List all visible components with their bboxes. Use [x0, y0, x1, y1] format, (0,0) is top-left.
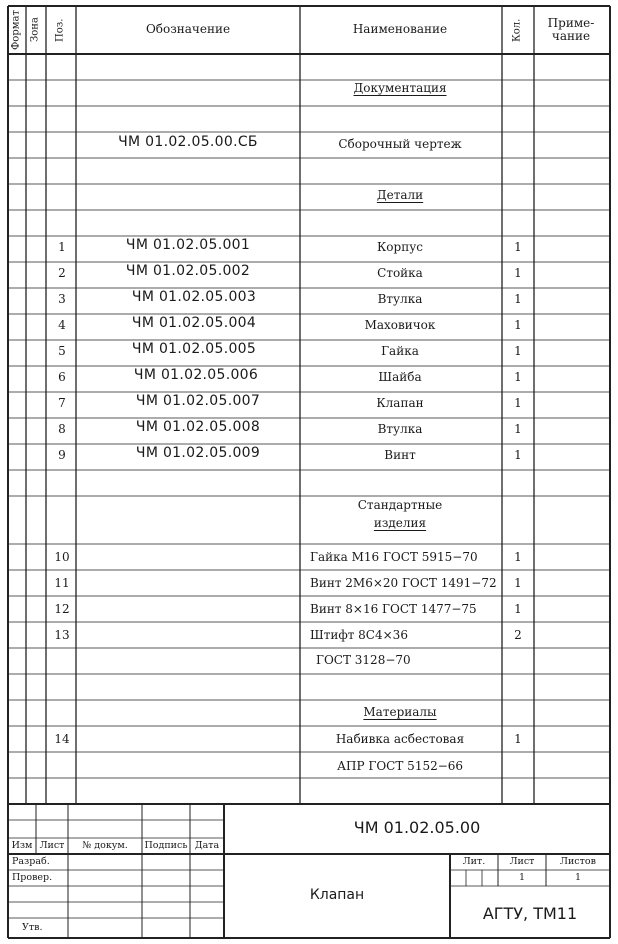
detail-qty: 1 — [514, 396, 522, 411]
detail-name: Втулка — [377, 422, 423, 437]
standard-item-pos: 10 — [54, 550, 70, 565]
detail-pos: 6 — [58, 370, 66, 385]
detail-designation: ЧМ 01.02.05.008 — [135, 419, 261, 436]
standard-item-qty: 1 — [514, 550, 522, 565]
header-pos: Поз. — [54, 18, 66, 42]
standard-item-pos: 11 — [54, 576, 70, 591]
detail-designation: ЧМ 01.02.05.001 — [125, 237, 251, 254]
section-standard-2: изделия — [373, 516, 427, 531]
detail-name: Втулка — [377, 292, 423, 307]
header-zone: Зона — [29, 17, 41, 43]
detail-name: Гайка — [381, 344, 419, 359]
material-qty: 1 — [514, 732, 522, 747]
standard-item-13-cont: ГОСТ 3128−70 — [316, 653, 411, 668]
standard-item-pos: 12 — [54, 602, 70, 617]
assembly-drawing-name: Сборочный чертеж — [338, 137, 462, 152]
standard-item-name: Гайка М16 ГОСТ 5915−70 — [310, 550, 478, 565]
detail-designation: ЧМ 01.02.05.005 — [131, 341, 257, 358]
detail-name: Стойка — [377, 266, 423, 281]
title-block-sheet: Лист — [509, 855, 535, 867]
detail-pos: 5 — [58, 344, 66, 359]
detail-pos: 3 — [58, 292, 66, 307]
detail-qty: 1 — [514, 292, 522, 307]
title-block-checked: Провер. — [12, 871, 53, 883]
title-block-sheets: Листов — [560, 855, 596, 867]
detail-qty: 1 — [514, 318, 522, 333]
detail-pos: 1 — [58, 240, 66, 255]
header-format: Формат — [10, 10, 22, 50]
title-block-list: Лист — [39, 839, 65, 851]
detail-name: Маховичок — [364, 318, 436, 333]
detail-pos: 8 — [58, 422, 66, 437]
header-note-text: Приме- чание — [547, 15, 595, 43]
standard-item-pos: 13 — [54, 628, 70, 643]
title-block-date: Дата — [194, 839, 220, 851]
title-block-doc-no: № докум. — [82, 839, 128, 851]
standard-item-qty: 2 — [514, 628, 522, 643]
detail-qty: 1 — [514, 344, 522, 359]
header-note — [533, 6, 609, 54]
standard-item-qty: 1 — [514, 602, 522, 617]
detail-designation: ЧМ 01.02.05.007 — [135, 393, 261, 410]
detail-qty: 1 — [514, 422, 522, 437]
standard-item-name: Штифт 8С4×36 — [310, 628, 408, 643]
detail-name: Шайба — [378, 370, 422, 385]
detail-designation: ЧМ 01.02.05.003 — [131, 289, 257, 306]
header-designation: Обозначение — [145, 22, 231, 37]
detail-qty: 1 — [514, 448, 522, 463]
assembly-drawing-designation: ЧМ 01.02.05.00.СБ — [118, 134, 258, 151]
title-block-sheet-value: 1 — [518, 871, 526, 883]
detail-name: Корпус — [377, 240, 423, 255]
title-block-izm: Изм — [11, 839, 33, 851]
title-block-lit: Лит. — [462, 855, 486, 867]
title-block-organization: АГТУ, ТМ11 — [482, 904, 578, 924]
section-materials: Материалы — [363, 705, 437, 720]
material-pos: 14 — [54, 732, 70, 747]
header-qty: Кол. — [511, 18, 523, 42]
detail-designation: ЧМ 01.02.05.004 — [131, 315, 257, 332]
title-block-product-name: Клапан — [309, 887, 365, 904]
detail-qty: 1 — [514, 266, 522, 281]
standard-item-name: Винт 2М6×20 ГОСТ 1491−72 — [310, 576, 497, 591]
detail-pos: 2 — [58, 266, 66, 281]
title-block-developed: Разраб. — [12, 855, 50, 867]
standard-item-qty: 1 — [514, 576, 522, 591]
material-name: Набивка асбестовая — [335, 732, 465, 747]
title-block-approved: Утв. — [22, 921, 43, 933]
detail-pos: 4 — [58, 318, 66, 333]
section-standard-1: Стандартные — [357, 498, 443, 513]
title-block-sheets-value: 1 — [574, 871, 582, 883]
detail-pos: 9 — [58, 448, 66, 463]
standard-item-name: Винт 8×16 ГОСТ 1477−75 — [310, 602, 477, 617]
detail-pos: 7 — [58, 396, 66, 411]
detail-qty: 1 — [514, 370, 522, 385]
detail-designation: ЧМ 01.02.05.002 — [125, 263, 251, 280]
detail-name: Клапан — [376, 396, 424, 411]
detail-qty: 1 — [514, 240, 522, 255]
section-documentation: Документация — [353, 81, 447, 96]
materials-cont: АПР ГОСТ 5152−66 — [336, 759, 464, 774]
detail-name: Винт — [384, 448, 416, 463]
section-details: Детали — [376, 188, 424, 203]
header-name: Наименование — [352, 22, 448, 37]
detail-designation: ЧМ 01.02.05.006 — [133, 367, 259, 384]
detail-designation: ЧМ 01.02.05.009 — [135, 445, 261, 462]
title-block-sign: Подпись — [144, 839, 188, 851]
title-block-code: ЧМ 01.02.05.00 — [353, 818, 481, 838]
